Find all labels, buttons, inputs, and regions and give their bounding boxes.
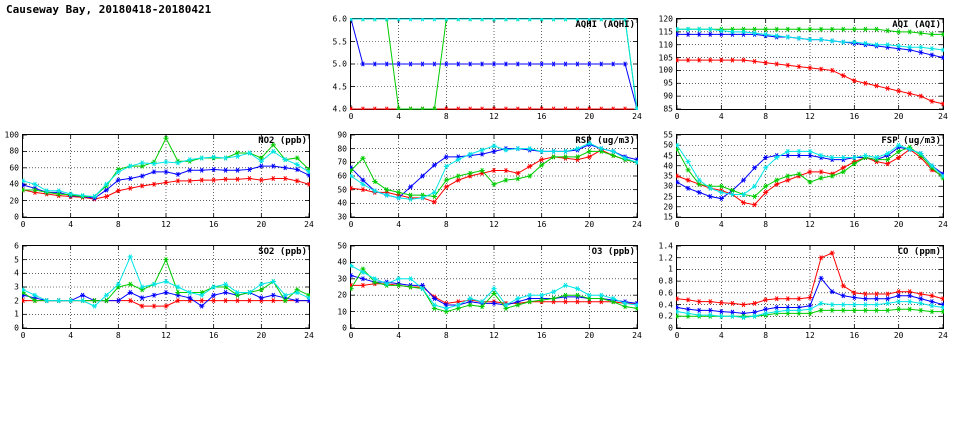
- xtick-label: 24: [632, 331, 642, 340]
- xtick-label: 24: [938, 112, 948, 121]
- xtick-label: 16: [208, 220, 219, 229]
- ytick-label: 1.4: [658, 241, 673, 251]
- xtick-label: 16: [208, 331, 219, 340]
- xtick-label: 8: [443, 112, 449, 121]
- ytick-label: 55: [663, 130, 673, 140]
- xtick-label: 4: [396, 112, 402, 121]
- ytick-label: 45: [663, 151, 673, 160]
- ytick-label: 115: [658, 27, 673, 37]
- xtick-label: 12: [161, 331, 171, 340]
- plot-canvas-aqhi: [350, 18, 638, 110]
- xtick-label: 8: [443, 331, 449, 340]
- xtick-label: 12: [805, 112, 815, 121]
- xtick-label: 0: [348, 220, 354, 229]
- ytick-label: 100: [658, 65, 673, 75]
- ytick-label: 95: [663, 78, 673, 88]
- xtick-label: 12: [489, 331, 499, 340]
- ytick-label: 5: [14, 255, 19, 265]
- ytick-label: 40: [663, 161, 673, 171]
- chart-title-co: CO (ppm): [897, 247, 941, 257]
- ytick-label: 0: [14, 212, 19, 222]
- ytick-label: 25: [663, 192, 673, 201]
- ytick-label: 2: [14, 296, 19, 306]
- plot-canvas-o3: [350, 245, 638, 329]
- ytick-label: 30: [663, 181, 673, 191]
- xtick-label: 12: [489, 220, 499, 229]
- xtick-label: 12: [161, 220, 171, 229]
- series-series-cyan: [676, 143, 944, 197]
- xtick-label: 16: [536, 112, 547, 121]
- xtick-label: 8: [115, 331, 121, 340]
- plot-canvas-fsp: [676, 134, 944, 218]
- ytick-label: 40: [337, 257, 347, 267]
- chart-title-so2: SO2 (ppb): [258, 247, 307, 257]
- ytick-label: 0.6: [658, 288, 673, 298]
- ytick-label: 100: [4, 130, 19, 140]
- xtick-label: 24: [304, 220, 314, 229]
- ytick-label: 30: [337, 212, 347, 222]
- series-series-red: [22, 176, 310, 201]
- ytick-label: 15: [663, 212, 673, 222]
- chart-panel-so2: [14, 241, 314, 340]
- ytick-label: 35: [663, 171, 673, 181]
- xtick-label: 0: [348, 331, 354, 340]
- xtick-label: 4: [718, 331, 724, 340]
- xtick-label: 20: [256, 331, 267, 340]
- xtick-label: 0: [674, 331, 680, 340]
- xtick-label: 12: [489, 112, 499, 121]
- ytick-label: 20: [337, 290, 347, 300]
- xtick-label: 20: [584, 331, 595, 340]
- ytick-label: 20: [663, 202, 673, 212]
- ytick-label: 20: [9, 196, 19, 206]
- plot-canvas-so2: [22, 245, 310, 329]
- ytick-label: 80: [337, 144, 347, 154]
- xtick-label: 16: [536, 331, 547, 340]
- xtick-label: 0: [674, 112, 680, 121]
- series-series-red: [676, 251, 944, 307]
- xtick-label: 16: [849, 220, 860, 229]
- chart-title-fsp: FSP (ug/m3): [881, 136, 941, 146]
- ytick-label: 6: [14, 241, 19, 251]
- ytick-label: 4: [14, 268, 19, 278]
- ytick-label: 50: [337, 185, 347, 195]
- xtick-label: 12: [805, 331, 815, 340]
- ytick-label: 3: [14, 282, 19, 292]
- xtick-label: 12: [805, 220, 815, 229]
- ytick-label: 30: [337, 274, 347, 284]
- gridlines: [351, 135, 637, 217]
- plot-canvas-no2: [22, 134, 310, 218]
- xtick-label: 20: [584, 220, 595, 229]
- xtick-label: 4: [718, 220, 724, 229]
- ytick-label: 85: [663, 104, 673, 114]
- xtick-label: 4: [718, 112, 724, 121]
- ytick-label: 50: [337, 241, 347, 251]
- ytick-label: 6.0: [332, 14, 347, 24]
- xtick-label: 24: [632, 220, 642, 229]
- ytick-label: 5.5: [332, 37, 347, 46]
- chart-panel-no2: [4, 130, 314, 229]
- xtick-label: 20: [256, 220, 267, 229]
- xtick-label: 4: [396, 331, 402, 340]
- chart-title-o3: O3 (ppb): [591, 247, 635, 257]
- xtick-label: 24: [938, 331, 948, 340]
- chart-title-aqhi: AQHI (AQHI): [575, 20, 635, 30]
- ytick-label: 4.5: [332, 82, 347, 91]
- ytick-label: 60: [337, 171, 347, 181]
- ytick-label: 70: [337, 157, 347, 167]
- ytick-label: 5.0: [332, 59, 347, 69]
- plot-canvas-co: [676, 245, 944, 329]
- ytick-label: 0: [14, 323, 19, 333]
- xtick-label: 0: [348, 112, 354, 121]
- chart-panel-co: [658, 241, 948, 340]
- chart-panel-o3: [337, 241, 642, 340]
- xtick-label: 8: [763, 220, 769, 229]
- xtick-label: 20: [893, 112, 904, 121]
- xtick-label: 20: [893, 331, 904, 340]
- plot-canvas-rsp: [350, 134, 638, 218]
- gridlines: [351, 246, 637, 328]
- ytick-label: 105: [658, 53, 673, 63]
- xtick-label: 8: [763, 331, 769, 340]
- ytick-label: 1: [14, 309, 19, 319]
- series-series-cyan: [676, 27, 944, 52]
- ytick-label: 0.4: [658, 300, 673, 310]
- xtick-label: 20: [893, 220, 904, 229]
- ytick-label: 4.0: [332, 104, 347, 114]
- xtick-label: 24: [632, 112, 642, 121]
- ytick-label: 90: [663, 91, 673, 101]
- xtick-label: 8: [443, 220, 449, 229]
- xtick-label: 16: [849, 112, 860, 121]
- xtick-label: 4: [68, 220, 74, 229]
- xtick-label: 8: [115, 220, 121, 229]
- chart-title-no2: NO2 (ppb): [258, 136, 307, 146]
- chart-panel-aqi: [658, 14, 948, 121]
- xtick-label: 0: [674, 220, 680, 229]
- chart-panel-aqhi: [332, 14, 642, 121]
- chart-title-rsp: RSP (ug/m3): [575, 136, 635, 146]
- ytick-label: 0.8: [658, 276, 673, 286]
- ytick-label: 0: [668, 323, 673, 333]
- xtick-label: 8: [763, 112, 769, 121]
- ytick-label: 50: [663, 140, 673, 150]
- gridlines: [677, 19, 943, 109]
- page-title: Causeway Bay, 20180418-20180421: [6, 3, 212, 16]
- ytick-label: 1.2: [658, 253, 673, 263]
- ytick-label: 90: [337, 130, 347, 140]
- xtick-label: 24: [304, 331, 314, 340]
- ytick-label: 10: [337, 307, 347, 317]
- xtick-label: 0: [20, 331, 26, 340]
- ytick-label: 40: [337, 198, 347, 208]
- ytick-label: 1: [668, 264, 673, 274]
- chart-title-aqi: AQI (AQI): [892, 20, 941, 30]
- xtick-label: 16: [536, 220, 547, 229]
- ytick-label: 60: [9, 163, 19, 173]
- ytick-label: 120: [658, 14, 673, 24]
- xtick-label: 4: [396, 220, 402, 229]
- gridlines: [23, 135, 309, 217]
- chart-panel-fsp: [663, 130, 948, 229]
- chart-panel-rsp: [337, 130, 642, 229]
- xtick-label: 24: [938, 220, 948, 229]
- xtick-label: 0: [20, 220, 26, 229]
- xtick-label: 20: [584, 112, 595, 121]
- xtick-label: 16: [849, 331, 860, 340]
- ytick-label: 80: [9, 146, 19, 156]
- xtick-label: 4: [68, 331, 74, 340]
- ytick-label: 110: [658, 40, 673, 50]
- ytick-label: 40: [9, 179, 19, 189]
- ytick-label: 0.2: [658, 311, 673, 321]
- ytick-label: 0: [342, 323, 347, 333]
- plot-canvas-aqi: [676, 18, 944, 110]
